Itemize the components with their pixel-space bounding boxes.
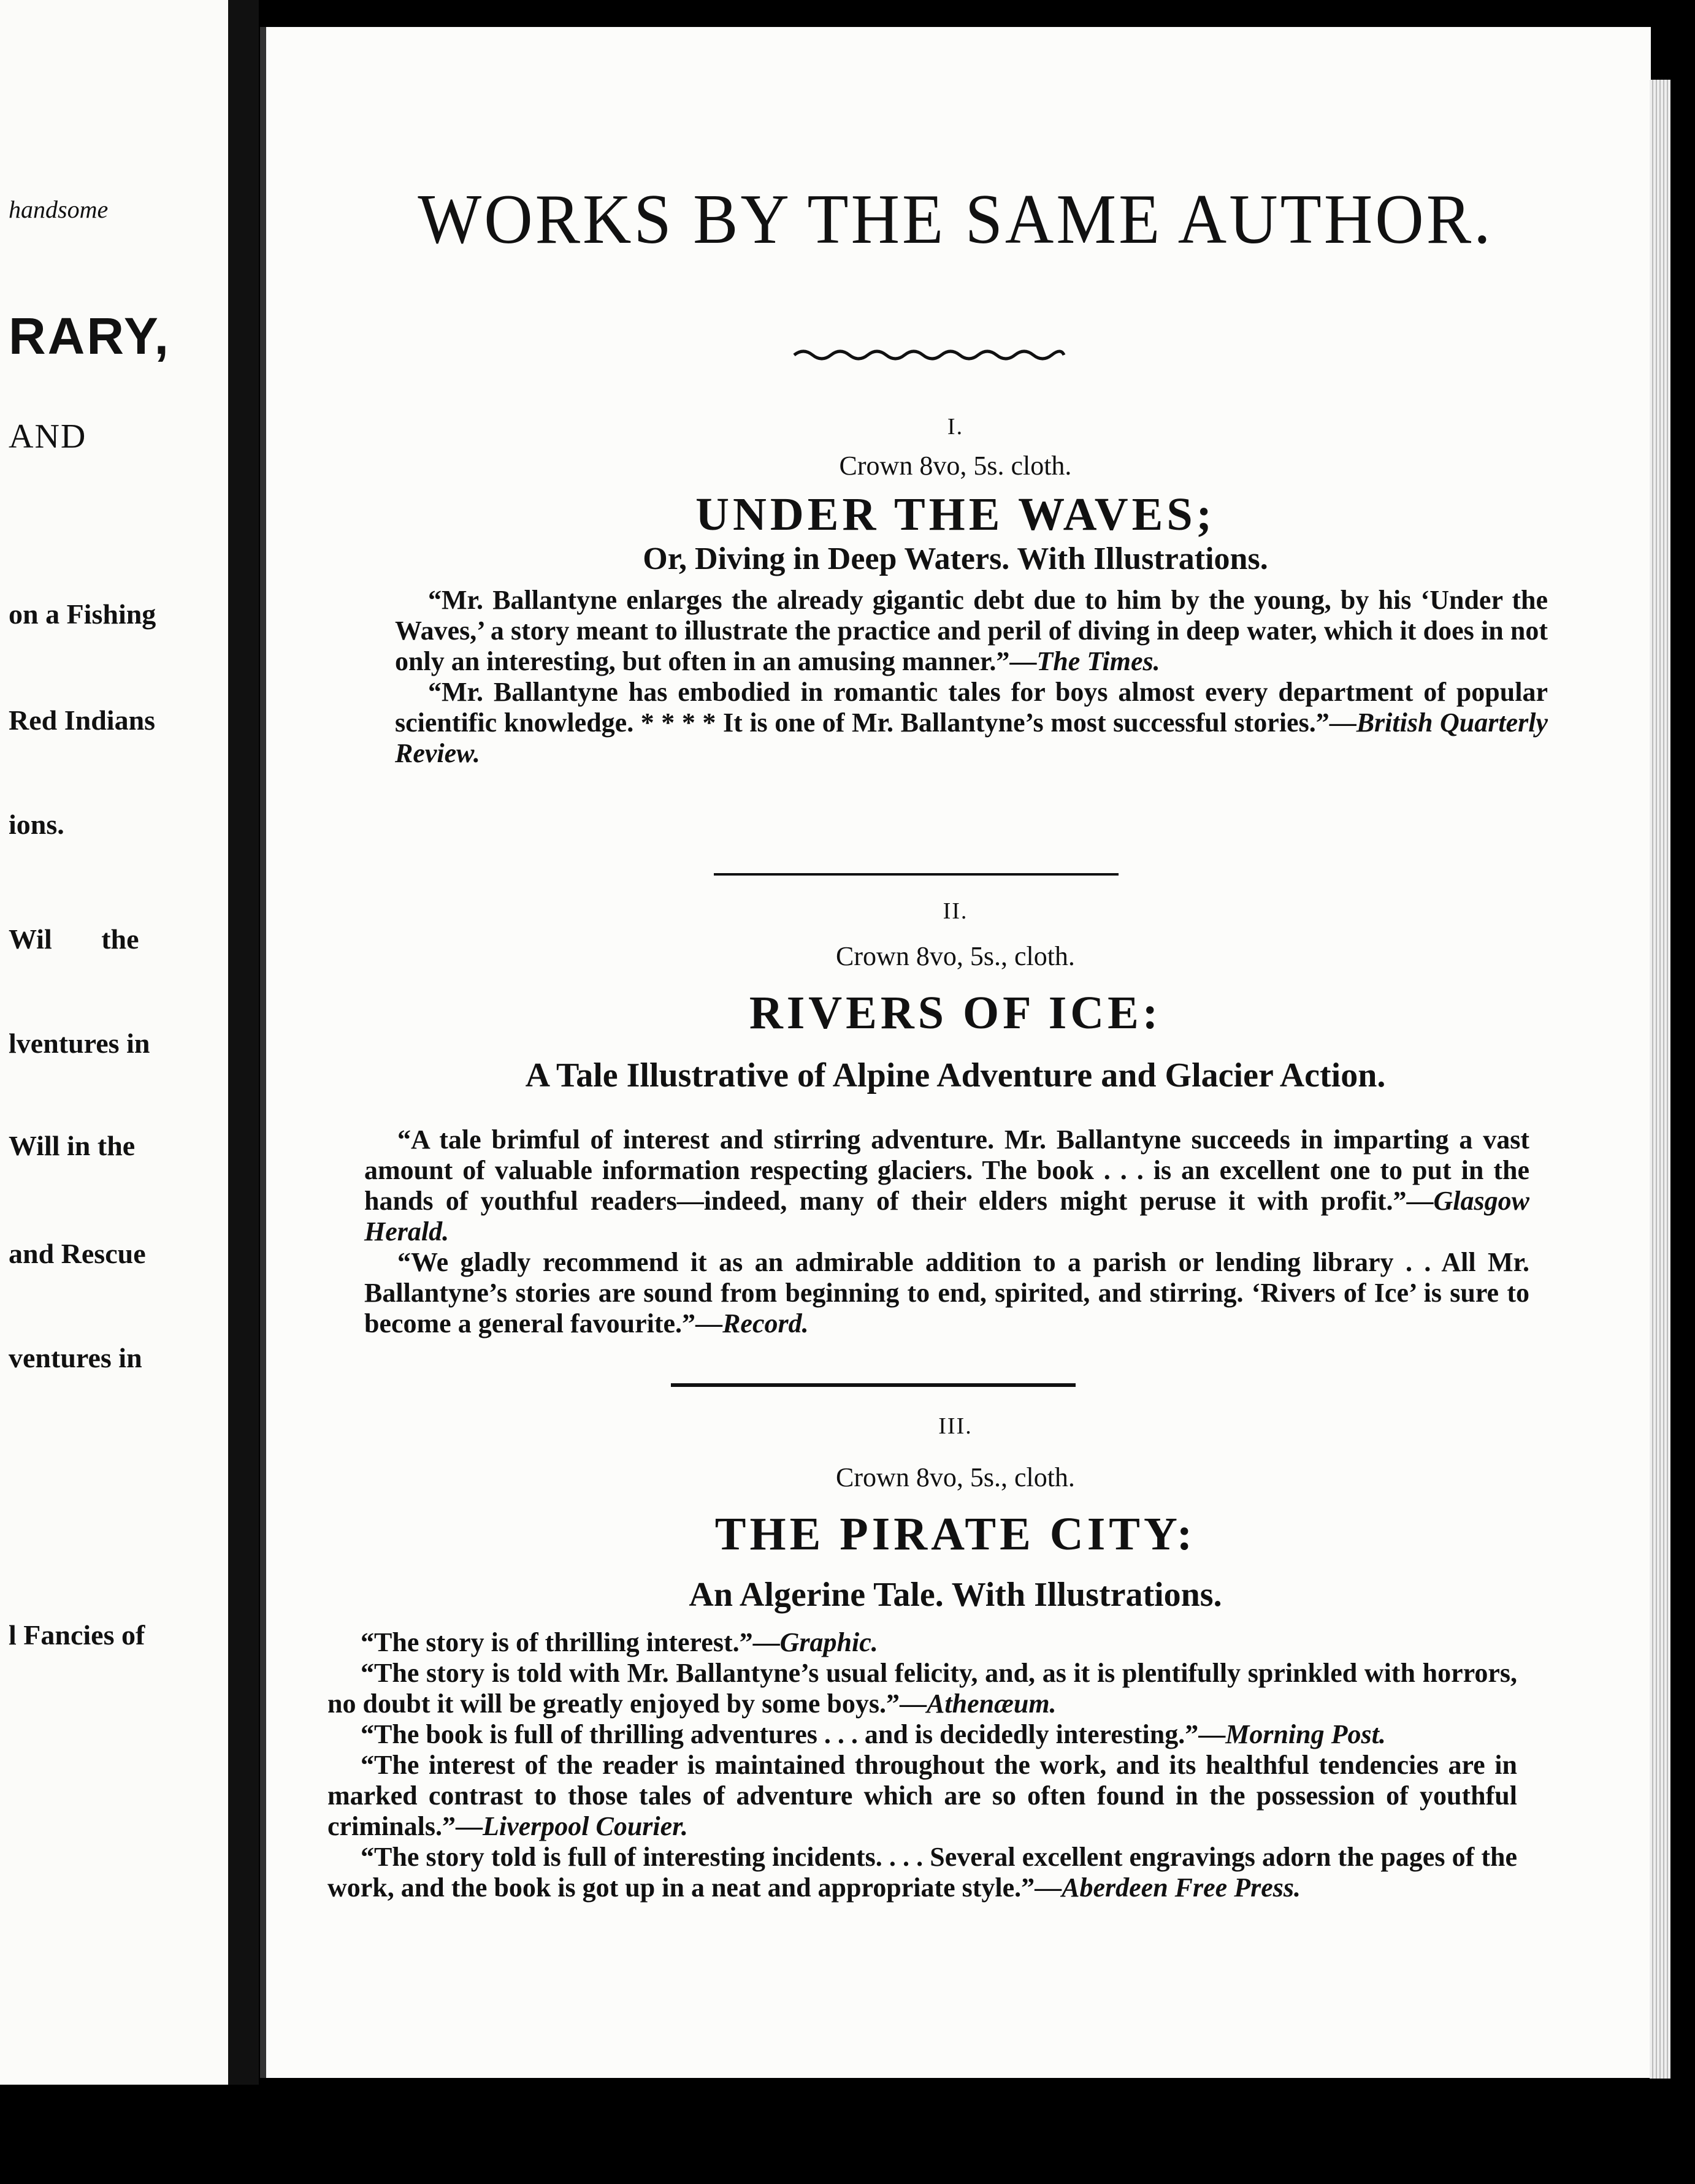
review-block [364, 1124, 1529, 1339]
book-format: Crown 8vo, 5s., cloth. [836, 941, 1075, 971]
left-line: Will in the [9, 1130, 136, 1161]
review-block [395, 585, 1548, 769]
left-line: ions. [9, 809, 64, 840]
review-source: Morning Post. [1225, 1719, 1386, 1749]
left-line: on a Fishing [9, 598, 156, 630]
review-source: Athenæum. [927, 1689, 1057, 1719]
left-facing-page [0, 0, 228, 2085]
review-source: Record. [722, 1308, 809, 1338]
book-format: Crown 8vo, 5s., cloth. [836, 1462, 1075, 1492]
page-stack-edge [1650, 80, 1670, 2079]
book-title: THE PIRATE CITY: [714, 1508, 1196, 1560]
left-line: ventures in [9, 1342, 142, 1373]
left-line: AND [9, 418, 87, 456]
section-divider [671, 1383, 1076, 1387]
review-source: Liverpool Courier. [482, 1811, 688, 1841]
review-quote: “The interest of the reader is maintained throughout the work, and its healthful tendencies are in marked contrast to those tales of adventure which are so often found in the possession of youthful criminals.”—Liverpool Courier. [327, 1750, 1517, 1841]
book-format: Crown 8vo, 5s. cloth. [839, 451, 1072, 481]
section-divider [714, 873, 1119, 876]
book-subtitle: An Algerine Tale. With Illustrations. [689, 1576, 1222, 1614]
page-title: WORKS BY THE SAME AUTHOR. [418, 179, 1493, 259]
review-source: The Times. [1036, 646, 1160, 676]
wavy-ornament [791, 343, 1067, 367]
left-line: Wil the [9, 923, 139, 955]
page-gutter [228, 0, 259, 2085]
review-quote: “A tale brimful of interest and stirring adventure. Mr. Ballantyne succeeds in imparting a vast amount of valuable information respecting glaciers. The book . . . is an excellent one to put in the hands of youthful readers—indeed, many of their elders might peruse it with profit.”—Glasgow Herald. [364, 1124, 1529, 1247]
left-line: lventures in [9, 1028, 150, 1059]
section-numeral: III. [938, 1413, 973, 1439]
review-source: British Quarterly Review. [395, 708, 1548, 768]
review-quote: “Mr. Ballantyne has embodied in romantic tales for boys almost every department of popular scientific knowledge. * * * * It is one of Mr. Ballantyne’s most successful stories.”—British Quarterly Review. [395, 677, 1548, 768]
book-subtitle: Or, Diving in Deep Waters. With Illustrations. [643, 541, 1268, 576]
review-source: Graphic. [779, 1627, 878, 1657]
book-title: UNDER THE WAVES; [695, 489, 1215, 540]
review-block [327, 1627, 1517, 1903]
review-quote: “The story is of thrilling interest.”—Graphic. [361, 1627, 878, 1657]
left-line: handsome [9, 196, 109, 223]
review-quote: “The book is full of thrilling adventures . . . and is decidedly interesting.”—Morning Post. [361, 1719, 1386, 1749]
section-numeral: I. [947, 414, 964, 440]
review-quote: “We gladly recommend it as an admirable addition to a parish or lending library . . All Mr. Ballantyne’s stories are sound from beginning to end, spirited, and stirring. ‘Rivers of Ice’ is sure to become a general favourite.”—Record. [364, 1247, 1529, 1338]
section-numeral: II. [943, 898, 968, 924]
page-binding-edge [260, 27, 266, 2078]
main-page [260, 27, 1651, 2078]
book-title: RIVERS OF ICE: [749, 987, 1162, 1039]
review-source: Glasgow Herald. [364, 1186, 1529, 1247]
review-quote: “The story told is full of interesting incidents. . . . Several excellent engravings adorn the pages of the work, and the book is got up in a neat and appropriate style.”—Aberdeen Free Press. [327, 1842, 1517, 1903]
book-subtitle: A Tale Illustrative of Alpine Adventure and Glacier Action. [525, 1056, 1386, 1094]
left-line: l Fancies of [9, 1619, 145, 1651]
review-source: Aberdeen Free Press. [1062, 1873, 1301, 1903]
review-quote: “The story is told with Mr. Ballantyne’s usual felicity, and, as it is plentifully sprinkled with horrors, no doubt it will be greatly enjoyed by some boys.”—Athenæum. [327, 1658, 1517, 1719]
left-line: Red Indians [9, 704, 156, 736]
review-quote: “Mr. Ballantyne enlarges the already gigantic debt due to him by the young, by his ‘Under the Waves,’ a story meant to illustrate the practice and peril of diving in deep water, which it does in not only an interesting, but often in an amusing manner.”—The Times. [395, 585, 1548, 676]
left-line: and Rescue [9, 1238, 146, 1269]
left-line: RARY, [9, 307, 170, 365]
